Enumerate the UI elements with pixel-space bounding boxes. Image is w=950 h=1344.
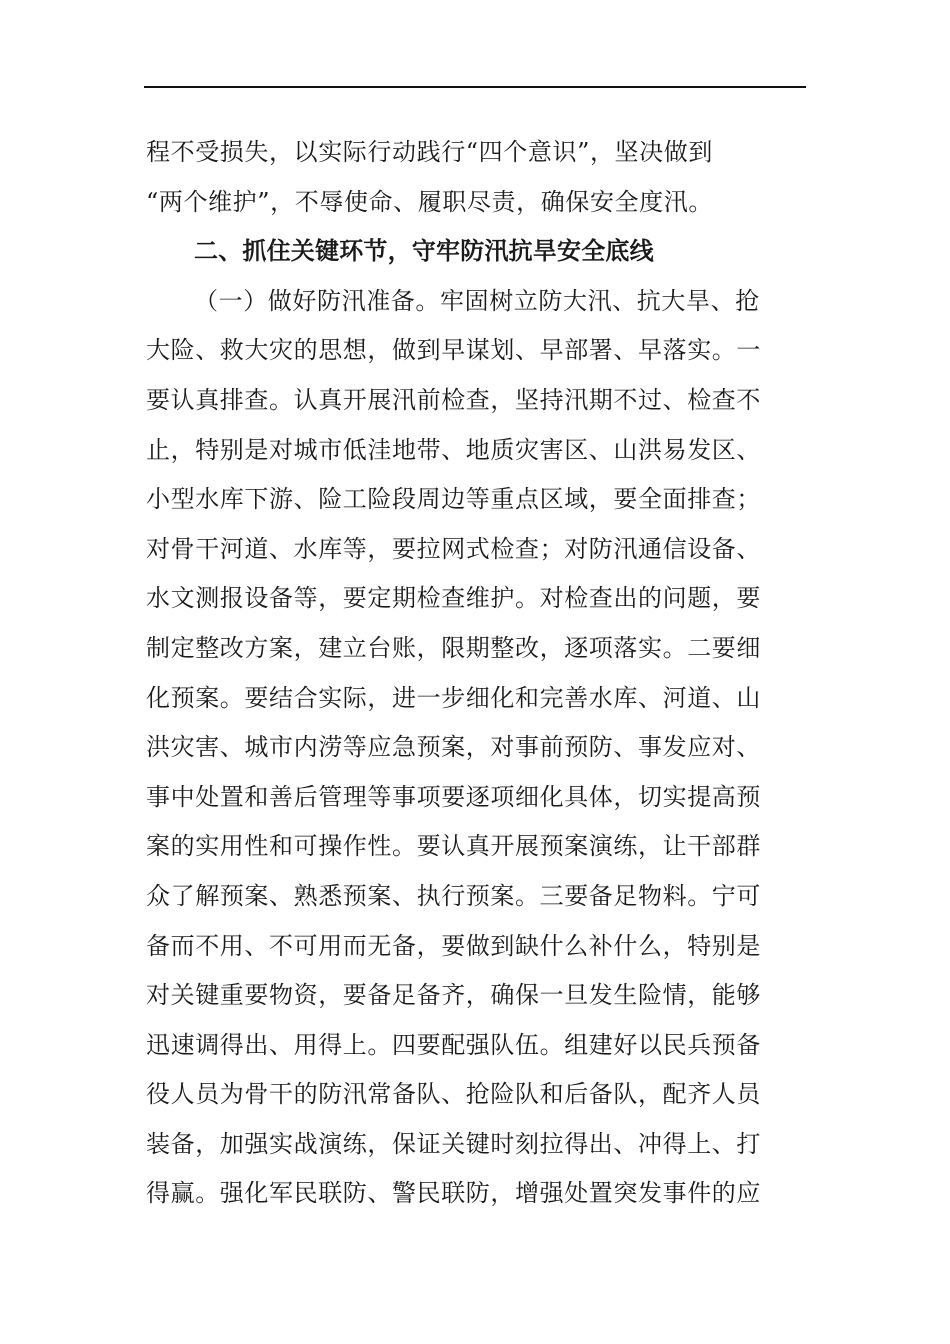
text-line: 案的实用性和可操作性。要认真开展预案演练，让干部群 [146, 832, 761, 861]
text-line: 迅速调得出、用得上。四要配强队伍。组建好以民兵预备 [146, 1030, 761, 1059]
text-line: 对骨干河道、水库等，要拉网式检查；对防汛通信设备、 [146, 534, 761, 563]
text-line: 水文测报设备等，要定期检查维护。对检查出的问题，要 [146, 584, 761, 613]
document-body [146, 128, 786, 1219]
text-line: 程不受损失，以实际行动践行“四个意识”，坚决做到 [146, 138, 713, 166]
text-line: “两个维护”，不辱使命、履职尽责，确保安全度汛。 [146, 187, 713, 216]
text-line: 化预案。要结合实际，进一步细化和完善水库、河道、山 [146, 683, 761, 712]
text-line: 对关键重要物资，要备足备齐，确保一旦发生险情，能够 [146, 981, 761, 1010]
header-rule [144, 86, 806, 88]
text-line: 小型水库下游、险工险段周边等重点区域，要全面排查； [146, 485, 761, 514]
text-line: 得赢。强化军民联防、警民联防，增强处置突发事件的应 [146, 1179, 761, 1208]
text-line: 大险、救大灾的思想，做到早谋划、早部署、早落实。一 [146, 336, 761, 365]
text-line: 役人员为骨干的防汛常备队、抢险队和后备队，配齐人员 [146, 1080, 761, 1109]
text-line: 装备，加强实战演练，保证关键时刻拉得出、冲得上、打 [146, 1129, 761, 1158]
text-line: 事中处置和善后管理等事项要逐项细化具体，切实提高预 [146, 782, 761, 811]
section-heading: 二、抓住关键环节，守牢防汛抗旱安全底线 [194, 237, 654, 266]
text-line: 洪灾害、城市内涝等应急预案，对事前预防、事发应对、 [146, 733, 761, 762]
paragraph-start-line: （一）做好防汛准备。牢固树立防大汛、抗大旱、抢 [194, 286, 760, 315]
text-line: 要认真排查。认真开展汛前检查，坚持汛期不过、检查不 [146, 385, 761, 414]
text-line: 备而不用、不可用而无备，要做到缺什么补什么，特别是 [146, 931, 761, 960]
text-line: 众了解预案、熟悉预案、执行预案。三要备足物料。宁可 [146, 881, 761, 910]
text-line: 制定整改方案，建立台账，限期整改，逐项落实。二要细 [146, 633, 761, 662]
text-line: 止，特别是对城市低洼地带、地质灾害区、山洪易发区、 [146, 435, 761, 464]
